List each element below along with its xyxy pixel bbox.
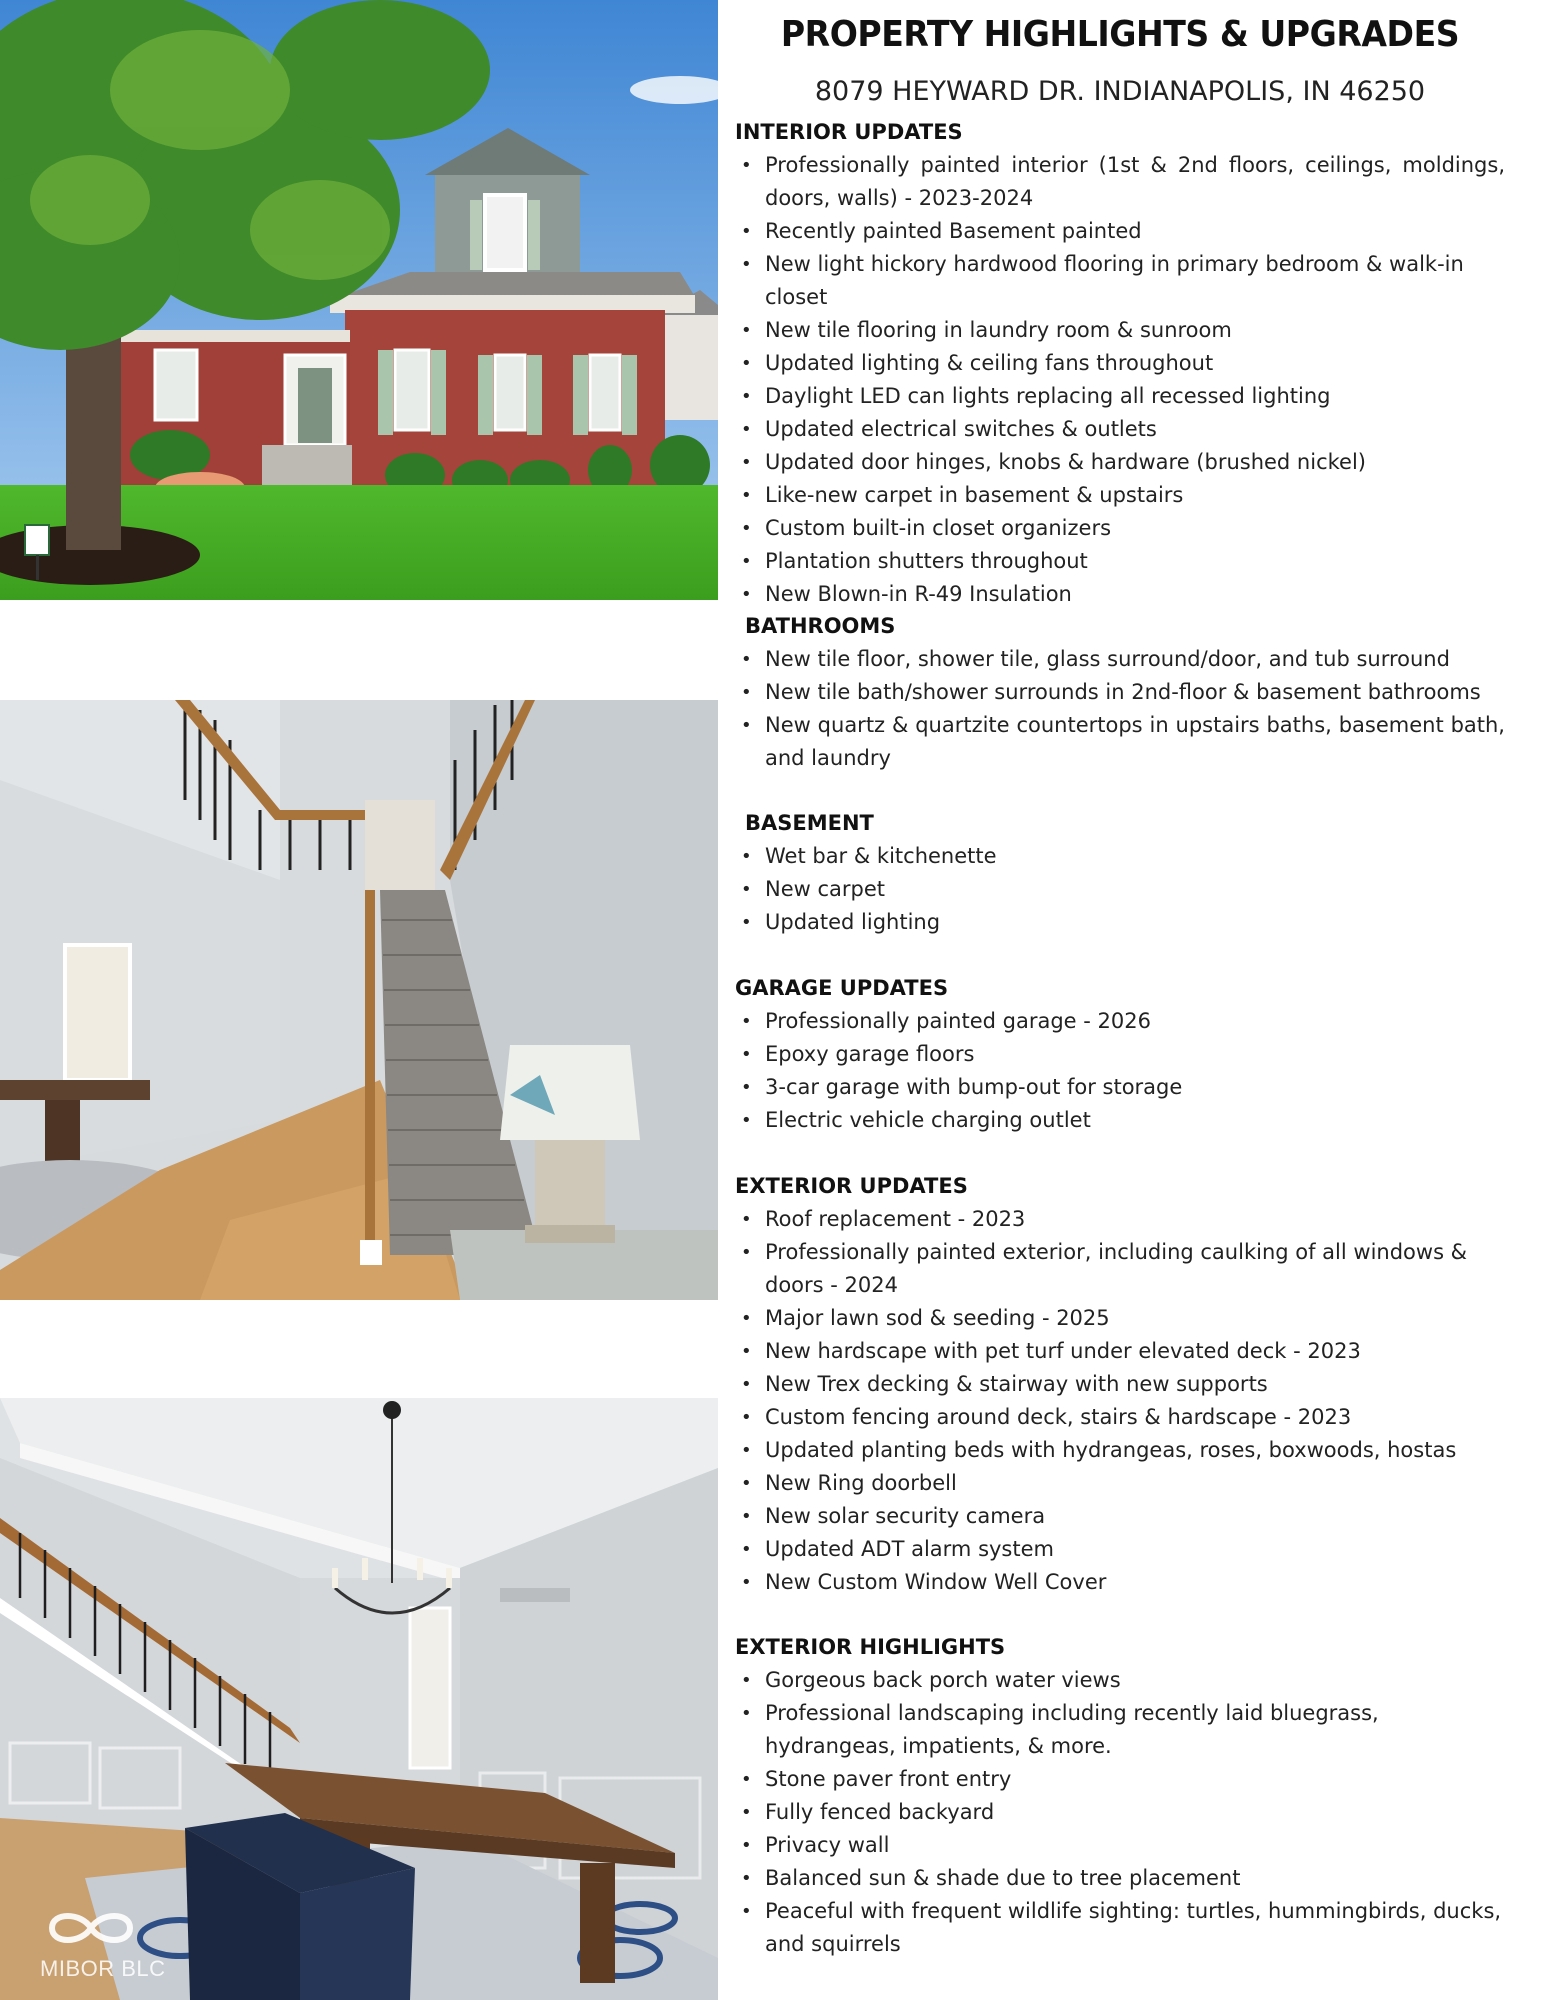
garage-updates-heading: GARAGE UPDATES xyxy=(735,976,949,1000)
exterior-updates-section xyxy=(735,1170,1525,1599)
list-item: • New solar security camera xyxy=(735,1500,1525,1533)
list-item: • New tile bath/shower surrounds in 2nd-floor & basement bathrooms xyxy=(735,676,1525,709)
list-item: • Professionally painted exterior, including caulking of all windows & doors - 2024 xyxy=(735,1236,1525,1302)
interior-updates-list xyxy=(735,149,1525,611)
list-item: • 3-car garage with bump-out for storage xyxy=(735,1071,1525,1104)
house-exterior-photo xyxy=(0,0,718,600)
interior-updates-section xyxy=(735,116,1525,611)
basement-list xyxy=(735,840,1525,939)
list-item: • New Custom Window Well Cover xyxy=(735,1566,1525,1599)
list-item: • Professionally painted interior (1st & 2nd floors, ceilings, moldings, doors, walls) - 2023-2024 xyxy=(735,149,1525,215)
list-item: • Professional landscaping including recently laid bluegrass, hydrangeas, impatients, & more. xyxy=(735,1697,1525,1763)
foyer-staircase-photo xyxy=(0,700,718,1300)
basement-section xyxy=(735,807,1525,939)
list-item: • New Ring doorbell xyxy=(735,1467,1525,1500)
bathrooms-section xyxy=(735,610,1525,775)
list-item: • Updated lighting xyxy=(735,906,1525,939)
list-item: • Custom built-in closet organizers xyxy=(735,512,1525,545)
list-item: • Gorgeous back porch water views xyxy=(735,1664,1525,1697)
list-item: • New tile floor, shower tile, glass surround/door, and tub surround xyxy=(735,643,1525,676)
list-item: • New Blown-in R-49 Insulation xyxy=(735,578,1525,611)
garage-updates-list xyxy=(735,1005,1525,1137)
bathrooms-list xyxy=(735,643,1525,775)
list-item: • Updated door hinges, knobs & hardware (brushed nickel) xyxy=(735,446,1525,479)
list-item: • Stone paver front entry xyxy=(735,1763,1525,1796)
list-item: • New tile flooring in laundry room & sunroom xyxy=(735,314,1525,347)
list-item: • Custom fencing around deck, stairs & hardscape - 2023 xyxy=(735,1401,1525,1434)
list-item: • Updated electrical switches & outlets xyxy=(735,413,1525,446)
list-item: • Updated planting beds with hydrangeas, roses, boxwoods, hostas xyxy=(735,1434,1525,1467)
list-item: • Daylight LED can lights replacing all recessed lighting xyxy=(735,380,1525,413)
property-address: 8079 HEYWARD DR. INDIANAPOLIS, IN 46250 xyxy=(814,76,1426,107)
list-item: • Privacy wall xyxy=(735,1829,1525,1862)
list-item: • Professionally painted garage - 2026 xyxy=(735,1005,1525,1038)
list-item: • Wet bar & kitchenette xyxy=(735,840,1525,873)
infinity-logo-icon xyxy=(46,1906,136,1950)
list-item: • New hardscape with pet turf under elevated deck - 2023 xyxy=(735,1335,1525,1368)
list-item: • Epoxy garage floors xyxy=(735,1038,1525,1071)
list-item: • Balanced sun & shade due to tree placement xyxy=(735,1862,1525,1895)
exterior-updates-list xyxy=(735,1203,1525,1599)
interior-updates-heading: INTERIOR UPDATES xyxy=(735,120,963,144)
basement-heading: BASEMENT xyxy=(745,811,874,835)
bathrooms-heading: BATHROOMS xyxy=(745,614,896,638)
list-item: • Fully fenced backyard xyxy=(735,1796,1525,1829)
watermark-text: MIBOR BLC xyxy=(40,1956,166,1981)
list-item: • New carpet xyxy=(735,873,1525,906)
list-item: • New Trex decking & stairway with new supports xyxy=(735,1368,1525,1401)
list-item: • Like-new carpet in basement & upstairs xyxy=(735,479,1525,512)
exterior-highlights-section xyxy=(735,1631,1525,1961)
exterior-updates-heading: EXTERIOR UPDATES xyxy=(735,1174,968,1198)
exterior-highlights-list xyxy=(735,1664,1525,1961)
list-item: • New light hickory hardwood flooring in primary bedroom & walk-in closet xyxy=(735,248,1525,314)
garage-updates-section xyxy=(735,972,1525,1137)
list-item: • Peaceful with frequent wildlife sighting: turtles, hummingbirds, ducks, and squirrels xyxy=(735,1895,1525,1961)
list-item: • Updated lighting & ceiling fans throughout xyxy=(735,347,1525,380)
page-title: PROPERTY HIGHLIGHTS & UPGRADES xyxy=(780,14,1460,55)
list-item: • New quartz & quartzite countertops in upstairs baths, basement bath, and laundry xyxy=(735,709,1525,775)
list-item: • Recently painted Basement painted xyxy=(735,215,1525,248)
highlights-content xyxy=(735,0,1525,2000)
list-item: • Plantation shutters throughout xyxy=(735,545,1525,578)
exterior-highlights-heading: EXTERIOR HIGHLIGHTS xyxy=(735,1635,1006,1659)
list-item: • Updated ADT alarm system xyxy=(735,1533,1525,1566)
list-item: • Roof replacement - 2023 xyxy=(735,1203,1525,1236)
mibor-blc-watermark xyxy=(40,1906,170,1980)
list-item: • Electric vehicle charging outlet xyxy=(735,1104,1525,1137)
list-item: • Major lawn sod & seeding - 2025 xyxy=(735,1302,1525,1335)
